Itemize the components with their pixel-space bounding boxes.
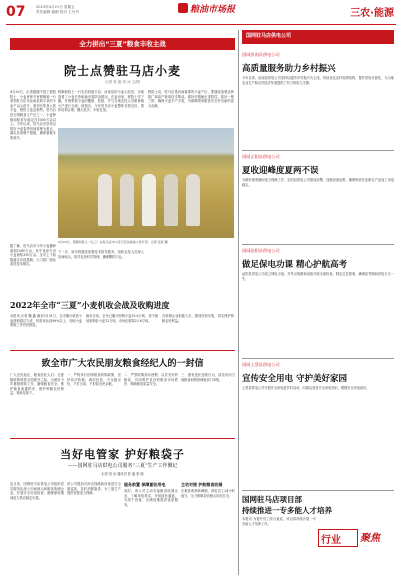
item1-label: 国网汝南县供电公司 — [242, 52, 280, 57]
article3-col-b: 一、严格执行国家粮食收购政策，坚持依法收粮，诚信经营，不压级压价，不打白条，不拒收农民余粮。 — [67, 373, 121, 387]
article1-col-e: 下一步，该市将继续加强技术指导服务，组织农技人员深入田间地头，指导农民科学管理，确保颗粒归仓。 — [58, 250, 144, 259]
wheat-field-photo — [58, 128, 234, 238]
industry-focus-stamp — [318, 529, 390, 569]
item1-title: 高质量服务助力乡村振兴 — [242, 64, 336, 74]
item2-label: 国网正阳县供电公司 — [242, 154, 280, 159]
date-line — [36, 5, 79, 15]
article1-col-d: 据了解，驻马店市今年小麦播种面积1080万亩，其中优质专用小麦面积350万亩。全市上下积极落实各项措施，大力推广绿色高效技术模式。 — [10, 244, 56, 267]
person-figure — [120, 174, 134, 226]
article4-col-c: 同时，该公司主动对接粮食收储企业，了解用电需求，开辟绿色通道，为烘干设备、仓储设施提供优质服务。 — [124, 489, 178, 507]
article2-col-c: 各收储企业积极入市，做到应收尽收，切实保护种粮农民利益。 — [162, 314, 234, 323]
masthead-title: 粮油市场报 — [190, 5, 236, 15]
page-number: 07 — [6, 4, 26, 20]
banner-text: 全力拼出“三夏”粮食丰收主战 — [79, 40, 166, 48]
stamp-text: 行业 — [321, 535, 341, 546]
person-figure — [98, 174, 112, 226]
item4-label: 国网上蔡县供电公司 — [242, 362, 280, 367]
article1-col-b: 程顺和院士一行先后到遂平县、汝南县的小麦示范田，实地查看了小麦长势和病虫害防治情况。在麦田里，程院士弯下腰，仔细察看小麦的穗数、粒数，并与当地农技人员和种植大户进行交流。他指出，今年驻马店小麦整体长势良好，群体结构合理，穗大粒多，丰收在望。 — [58, 90, 144, 113]
person-figure — [142, 174, 156, 226]
section-title: 三农·能源 — [350, 8, 394, 19]
topic-banner — [10, 38, 235, 50]
item2-text: 为做好夏收期间电力保障工作，正阳县供电公司提前部署，加强设备运维，确保机收作业和农产品加工用电稳定。 — [242, 178, 394, 187]
stamp-box — [318, 529, 358, 547]
section-divider — [10, 350, 235, 351]
article3-col-d: 三、遇有违法违规行为，请及时向当地粮食和物资储备部门举报。 — [181, 373, 235, 382]
article4-title: 当好电管家 护好粮袋子 — [60, 448, 185, 461]
item-divider — [242, 358, 394, 359]
item-divider — [242, 244, 394, 245]
item-divider — [242, 150, 394, 151]
item5-text: 本报讯 为提升员工综合素质，项目部持续开展一专多能人才培养工作。 — [242, 517, 316, 526]
section-divider — [10, 438, 235, 439]
article4-section-a-head: 服务前置 保障夏收用电 — [124, 482, 166, 487]
date-text: 2023年4月21日 星期五 — [36, 5, 75, 9]
article2-title: 2022年全市“三夏”小麦机收会战及收购进度 — [10, 300, 170, 310]
item1-text: 今年以来，汝南县供电公司坚持以服务乡村振兴为主线，持续优化农村电网结构，提升供电可靠性，为当地农业生产和农村经济发展提供了有力的电力支撑。 — [242, 76, 394, 85]
item4-title: 宣传安全用电 守护美好家园 — [242, 374, 347, 384]
person-figure — [186, 174, 200, 226]
column-divider — [238, 30, 239, 575]
item5-title: 国网驻马店项目部 — [242, 495, 302, 504]
item4-text: 上蔡县供电公司开展安全用电进乡村活动，向群众普及安全用电知识，增强安全用电意识。 — [242, 386, 370, 390]
item3-title: 做足保电功课 精心护航高考 — [242, 260, 347, 270]
item2-title: 夏收迎峰度夏两不误 — [242, 166, 319, 176]
article4-subtitle: ——国网驻马店供电公司服务“三夏”生产工作侧记 — [67, 463, 178, 469]
photo-caption: 4月20日，程顺和院士（左三）在驻马店市小麦示范田查看小麦长势。记者 张毅 摄 — [58, 240, 168, 244]
article3-title: 致全市广大农民朋友粮食经纪人的一封信 — [41, 359, 204, 369]
right-column-header — [242, 30, 394, 44]
right-header-text: 国网驻马店供电公司 — [246, 33, 292, 39]
article4-col-a: 连日来，国网驻马店供电公司组织党员服务队深入田间地头和粮食收储企业，开展安全用电检查，确保夏收期间电力供应稳定可靠。 — [10, 482, 64, 500]
stamp-text-2: 聚焦 — [360, 533, 380, 544]
header-divider — [6, 24, 396, 25]
article1-col-c: 程院士说，驻马店是河南重要的小麦产区，要继续加强良种推广和高产栽培技术集成，做好后期病虫害防控，抓好一喷三防，确保小麦丰产丰收，为保障国家粮食安全作出新的更大贡献。 — [148, 90, 234, 108]
article4-byline: 记者 刘 冰 通讯员 张 毅 张 晓 — [101, 472, 144, 476]
article3-col-c: 二、严禁收购掺杂使假、以次充好的粮食，共同维护良好的粮食市场秩序，保障粮食质量安全。 — [124, 373, 178, 387]
item3-label: 国网泌阳县供电公司 — [242, 248, 280, 253]
item3-text: 泌阳县供电公司成立保电小组，对考点线路和设备开展全面检查，制定应急预案，确保高考期间供电万无一失。 — [242, 272, 394, 281]
person-figure — [164, 174, 178, 226]
article2-col-a: 本报讯 记者 魏 鑫 截至5月31日，全市累计收获小麦面积超过九成，机收率达到98%以上，各地小麦收购工作有序推进。 — [10, 314, 82, 328]
editor-text: 责任编辑 编辑 校对 王丹丹 — [36, 10, 79, 14]
article4-col-b: 该公司提前对涉农线路和设备进行全面巡视，及时消除隐患，为三夏生产提供坚强电力保障。 — [67, 482, 121, 496]
article3-col-a: 广大农民朋友、粮食经纪人们：在夏粮收购即将全面展开之际，为做好今年夏粮收购工作，确保粮食安全，维护粮食流通秩序，保护种粮农民利益，特致信如下。 — [10, 373, 64, 396]
article1-title: 院士点赞驻马店小麦 — [63, 64, 181, 78]
article1-byline: 记者 张 毅 刘 冰 文/图 — [105, 80, 140, 84]
article4-col-d: 在粮食收购高峰期，供电员工24小时值守，全力保障各收储点用电安全。 — [181, 489, 235, 498]
masthead — [178, 2, 236, 22]
logo-icon — [178, 3, 188, 13]
item5-subtitle: 持续推进一专多能人才培养 — [242, 506, 332, 515]
article1-col-a: 4月20日，记者跟随中国工程院院士、小麦育种专家程顺和一行来到驻马店市汝南县和平县的小麦千亩示范方。看到长势喜人的小麦，程院士连连称赞。驻马店是全国粮食主产区之一，小麦种植面积常年稳定在1000万亩以上。今年以来，驻马店市坚持以抓好小麦春季田间管理为重点，落实各项增产措施，确保夏粮丰收到手。 — [10, 90, 56, 140]
article2-col-b: 截至目前，全市已累计收购小麦35.6万吨，其中最低收购价小麦12万吨，市场化收购23.6万吨。 — [86, 314, 158, 323]
article4-section-b-head: 主动对接 护航粮食收储 — [181, 482, 223, 487]
item-divider — [242, 490, 394, 491]
